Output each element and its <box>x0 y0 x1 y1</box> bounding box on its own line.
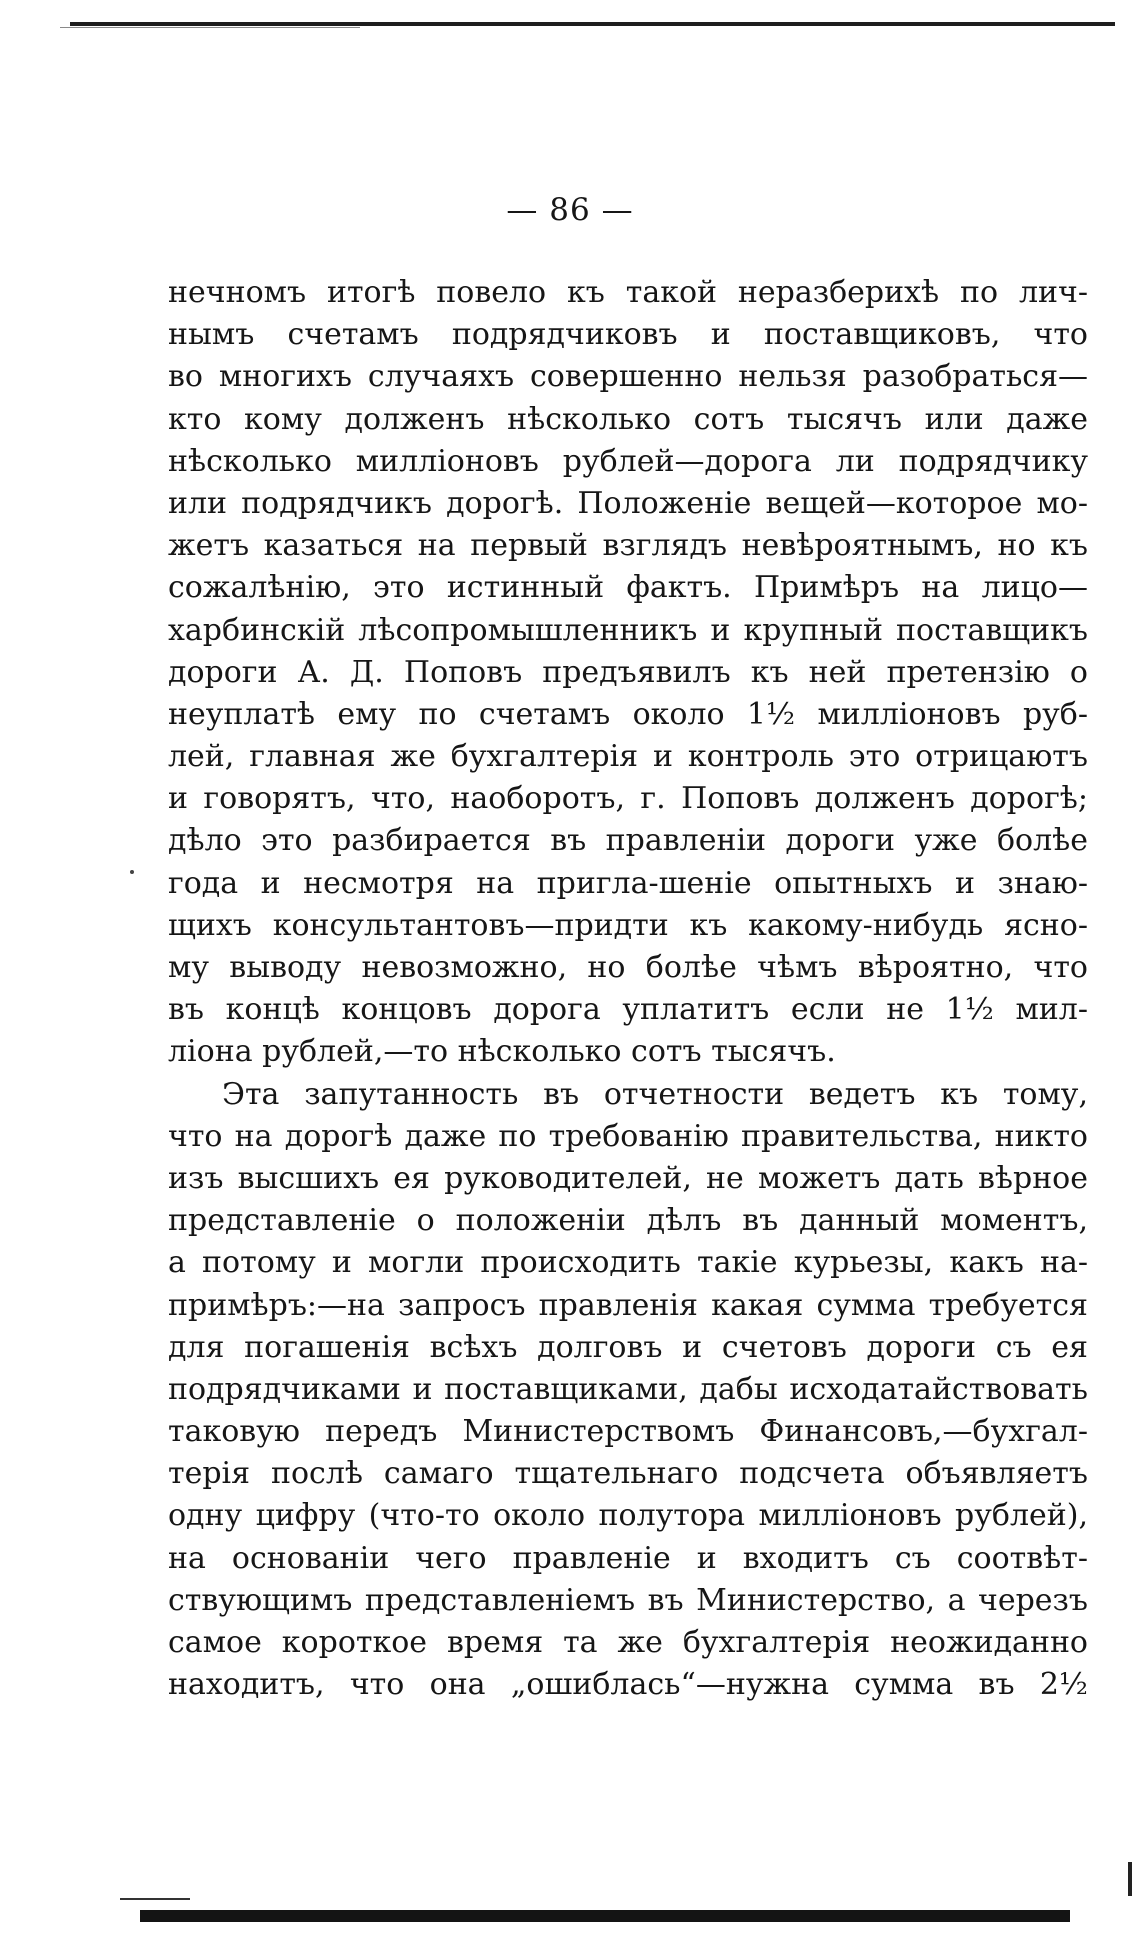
top-rule <box>70 22 1115 26</box>
text-line: харбинскій лѣсопромышленникъ и крупный поставщикъ <box>168 612 1088 648</box>
text-line: на основаніи чего правленіе и входитъ съ соотвѣт- <box>168 1540 1088 1576</box>
margin-dot <box>130 870 134 874</box>
text-line: му выводу невозможно, но болѣе чѣмъ вѣроятно, что <box>168 950 1088 985</box>
text-line: подрядчиками и поставщиками, дабы исходатайствовать <box>168 1371 1088 1407</box>
text-line: дороги А. Д. Поповъ предъявилъ къ ней претензію о <box>168 654 1088 690</box>
text-line: сожалѣнію, это истинный фактъ. Примѣръ на лицо— <box>168 570 1088 606</box>
text-line: или подрядчикъ дорогѣ. Положеніе вещей—которое мо- <box>168 485 1088 521</box>
text-line: кто кому долженъ нѣсколько сотъ тысячъ или даже <box>168 401 1088 437</box>
text-line: лей, главная же бухгалтерія и контроль это отрицаютъ <box>168 739 1088 775</box>
text-line: года и несмотря на пригла-шеніе опытныхъ и знаю- <box>168 865 1088 901</box>
edge-mark <box>1128 1862 1132 1896</box>
text-line: а потому и могли происходить такіе курьезы, какъ на- <box>168 1245 1088 1281</box>
text-line: ствующимъ представленіемъ въ Министерство, а черезъ <box>168 1582 1088 1618</box>
paragraph-first-line: Эта запутанность въ отчетности ведетъ къ тому, <box>222 1076 1088 1112</box>
paragraph-last-line: ліона рублей,—то нѣсколько сотъ тысячъ. <box>168 1034 836 1070</box>
bottom-rule-thin <box>120 1898 190 1900</box>
text-line: одну цифру (что-то около полутора милліоновъ рублей), <box>168 1498 1088 1534</box>
text-line: примѣръ:—на запросъ правленія какая сумма требуется <box>168 1287 1088 1323</box>
text-line: жетъ казаться на первый взглядъ невѣроятнымъ, но къ <box>168 528 1088 564</box>
text-line: изъ высшихъ ея руководителей, не можетъ дать вѣрное <box>168 1160 1088 1196</box>
text-line: представленіе о положеніи дѣлъ въ данный моментъ, <box>168 1203 1088 1239</box>
top-rule-thin <box>60 27 360 28</box>
text-line: щихъ консультантовъ—придти къ какому-нибудь ясно- <box>168 907 1088 943</box>
text-line: и говорятъ, что, наоборотъ, г. Поповъ долженъ дорогѣ; <box>168 781 1088 817</box>
body-text <box>168 272 1088 1706</box>
text-line: нымъ счетамъ подрядчиковъ и поставщиковъ, что <box>168 317 1088 353</box>
text-line: неуплатѣ ему по счетамъ около 1½ милліоновъ руб- <box>168 696 1088 732</box>
text-line: самое короткое время та же бухгалтерія неожиданно <box>168 1625 1088 1660</box>
text-line: дѣло это разбирается въ правленіи дороги уже болѣе <box>168 823 1088 859</box>
text-line: таковую передъ Министерствомъ Финансовъ,—бухгал- <box>168 1414 1088 1450</box>
text-line: для погашенія всѣхъ долговъ и счетовъ дороги съ ея <box>168 1329 1088 1365</box>
text-line: терія послѣ самаго тщательнаго подсчета объявляетъ <box>168 1456 1088 1492</box>
text-line: во многихъ случаяхъ совершенно нельзя разобраться— <box>168 359 1088 395</box>
text-line: что на дорогѣ даже по требованію правительства, никто <box>168 1118 1088 1154</box>
text-line: находитъ, что она „ошиблась“—нужна сумма въ 2½ <box>168 1667 1088 1703</box>
text-line: нечномъ итогѣ повело къ такой неразберихѣ по лич- <box>168 275 1088 310</box>
text-line: въ концѣ концовъ дорога уплатитъ если не 1½ мил- <box>168 992 1088 1028</box>
bottom-rule <box>140 1910 1070 1922</box>
page-number: — 86 — <box>506 192 634 228</box>
text-line: нѣсколько милліоновъ рублей—дорога ли подрядчику <box>168 443 1088 479</box>
